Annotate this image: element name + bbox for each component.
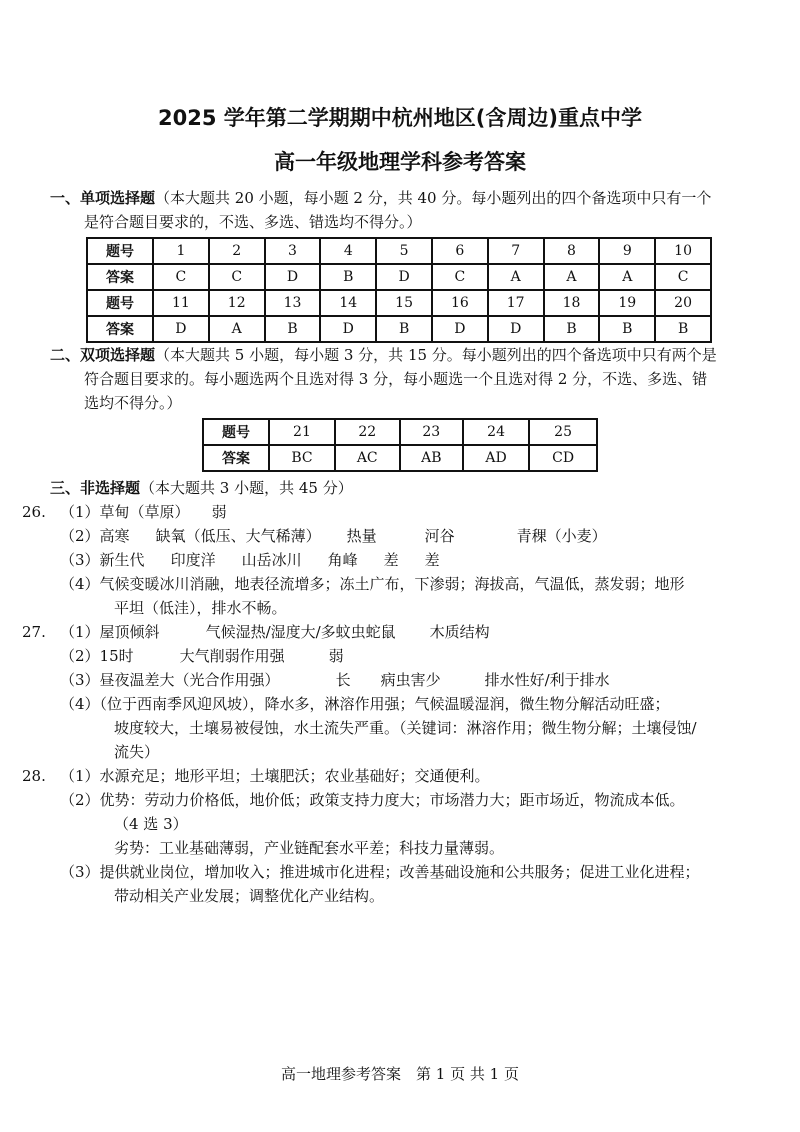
section-1-heading [50,186,760,234]
table-cell: BC [269,445,335,471]
table-cell: 8 [544,238,600,264]
answer-line [60,644,344,668]
table-cell: 5 [376,238,432,264]
document-title: 2025 学年第二学期期中杭州地区(含周边)重点中学 [158,106,642,130]
answer-line [60,620,490,644]
table-cell: 15 [376,290,432,316]
table-cell: D [265,264,321,290]
table-cell: 20 [655,290,711,316]
table-cell: 4 [320,238,376,264]
answer-text: 山岳冰川 [241,551,302,569]
table-cell: B [655,316,711,342]
answer-text: 排水性好/利于排水 [484,671,610,689]
table-cell: B [265,316,321,342]
question-number: 28. [22,767,46,785]
table-cell: 17 [488,290,544,316]
table-cell: 23 [400,419,463,445]
answer-line [60,548,440,572]
section-3-desc: （本大题共 3 小题，共 45 分） [140,479,353,497]
table-cell: 16 [432,290,488,316]
answer-line: 劣势：工业基础薄弱，产业链配套水平差；科技力量薄弱。 [114,839,505,857]
table-cell: D [488,316,544,342]
table-cell: 2 [209,238,265,264]
table-cell: B [599,316,655,342]
table-cell: D [376,264,432,290]
answer-text: 15时 [99,647,134,665]
answer-text: 草甸（草原） [99,503,190,521]
table-cell: C [432,264,488,290]
section-1-desc-line2: 是符合题目要求的，不选、多选、错选均不得分。） [84,213,422,231]
section-1-label: 一、单项选择题 [50,189,156,207]
row-label-question: 题号 [203,419,269,445]
table-cell: 25 [529,419,597,445]
sub-number: （3） [60,863,100,881]
answer-text: 高寒 [99,527,130,545]
table-cell: B [376,316,432,342]
answer-text: 新生代 [99,551,145,569]
section-2-desc-line1: （本大题共 5 小题，每小题 3 分，共 15 分。每小题列出的四个备选项中只有两个是 [155,346,717,364]
answer-text: 大气削弱作用强 [179,647,285,665]
section-1-desc-line1: （本大题共 20 小题，每小题 2 分，共 40 分。每小题列出的四个备选项中只有一个 [155,189,712,207]
answer-line: 坡度较大，土壤易被侵蚀，水土流失严重。（关键词：淋溶作用；微生物分解；土壤侵蚀/ [114,719,697,737]
document-subtitle: 高一年级地理学科参考答案 [274,150,526,174]
answer-text: 缺氧（低压、大气稀薄） [155,527,321,545]
page-footer: 高一地理参考答案 第 1 页 共 1 页 [281,1065,519,1083]
row-label-answer: 答案 [87,264,153,290]
table-cell: B [544,316,600,342]
answer-line [60,572,685,596]
table-cell: 21 [269,419,335,445]
table-cell: A [488,264,544,290]
table-cell: 1 [153,238,209,264]
answer-line [60,788,685,812]
answer-text: 青稞（小麦） [516,527,607,545]
table-cell: 22 [335,419,400,445]
answer-line [60,500,227,524]
table-cell: 10 [655,238,711,264]
question-26 [22,500,762,620]
sub-number: （3） [60,671,100,689]
answer-text: 气候湿热/湿度大/多蚊虫蛇鼠 [205,623,396,641]
table-cell: CD [529,445,597,471]
answer-text: 角峰 [327,551,358,569]
sub-number: （1） [60,503,100,521]
answer-text: 长 [335,671,351,689]
answer-line [60,668,610,692]
table-cell: D [432,316,488,342]
sub-number: （2） [60,791,100,809]
table-row [87,238,711,264]
row-label-question: 题号 [87,290,153,316]
table-cell: 18 [544,290,600,316]
question-27 [22,620,762,764]
table-cell: 19 [599,290,655,316]
question-number: 26. [22,503,46,521]
sub-number: （3） [60,551,100,569]
table-cell: 7 [488,238,544,264]
answer-line: 带动相关产业发展；调整优化产业结构。 [114,887,385,905]
answer-text: 昼夜温差大（光合作用强） [99,671,280,689]
table-cell: 11 [153,290,209,316]
table-cell: AC [335,445,400,471]
question-28 [22,764,762,908]
answer-text: 水源充足；地形平坦；土壤肥沃；农业基础好；交通便利。 [99,767,490,785]
table-row [87,264,711,290]
answer-text: 优势：劳动力价格低，地价低；政策支持力度大；市场潜力大；距市场近，物流成本低。 [99,791,685,809]
answer-line [60,524,607,548]
section-3-label: 三、非选择题 [50,479,141,497]
answer-text: 提供就业岗位，增加收入；推进城市化进程；改善基础设施和公共服务；促进工业化进程； [99,863,700,881]
answer-text: 弱 [211,503,227,521]
answer-text: 屋顶倾斜 [99,623,160,641]
table-cell: 14 [320,290,376,316]
row-label-answer: 答案 [203,445,269,471]
answer-text: 河谷 [424,527,455,545]
table-cell: 9 [599,238,655,264]
answer-line [60,860,700,884]
answer-line [60,692,670,716]
table-row [87,316,711,342]
table-cell: A [544,264,600,290]
table-cell: 3 [265,238,321,264]
row-label-answer: 答案 [87,316,153,342]
answer-text: 木质结构 [429,623,490,641]
table-cell: 24 [463,419,529,445]
section-2-heading [50,343,760,415]
answer-text: 病虫害少 [380,671,441,689]
row-label-question: 题号 [87,238,153,264]
answer-text: 气候变暖冰川消融，地表径流增多；冻土广布，下渗弱；海拔高，气温低，蒸发弱；地形 [99,575,685,593]
answer-line: 流失） [114,743,160,761]
table-cell: C [153,264,209,290]
table-cell: A [209,316,265,342]
question-number: 27. [22,623,46,641]
section-2-desc-line3: 选均不得分。） [84,394,182,412]
sub-number: （4） [60,695,100,713]
section-2-desc-line2: 符合题目要求的。每小题选两个且选对得 3 分，每小题选一个且选对得 2 分，不选、多选、错 [84,370,708,388]
sub-number: （1） [60,767,100,785]
answer-text: 差 [424,551,440,569]
answer-line: 平坦（低洼），排水不畅。 [114,599,287,617]
answer-text: 弱 [328,647,344,665]
sub-number: （1） [60,623,100,641]
table-cell: 13 [265,290,321,316]
table-cell: A [599,264,655,290]
sub-number: （2） [60,527,100,545]
section-3-heading [50,476,760,500]
table-cell: AB [400,445,463,471]
table-cell: D [320,316,376,342]
table-row [203,419,597,445]
table-cell: B [320,264,376,290]
table-cell: C [209,264,265,290]
table-cell: D [153,316,209,342]
table-cell: 6 [432,238,488,264]
sub-number: （2） [60,647,100,665]
answer-line [60,764,490,788]
table-cell: 12 [209,290,265,316]
section-2-label: 二、双项选择题 [50,346,156,364]
single-choice-answer-table [86,237,712,343]
sub-number: （4） [60,575,100,593]
table-row [203,445,597,471]
answer-line: （4 选 3） [114,815,188,833]
table-cell: AD [463,445,529,471]
table-row [87,290,711,316]
table-cell: C [655,264,711,290]
answer-text: （位于西南季风迎风坡），降水多，淋溶作用强；气候温暖湿润，微生物分解活动旺盛； [99,695,670,713]
answer-text: 印度洋 [170,551,216,569]
answer-text: 差 [383,551,399,569]
double-choice-answer-table [202,418,598,472]
answer-text: 热量 [346,527,377,545]
